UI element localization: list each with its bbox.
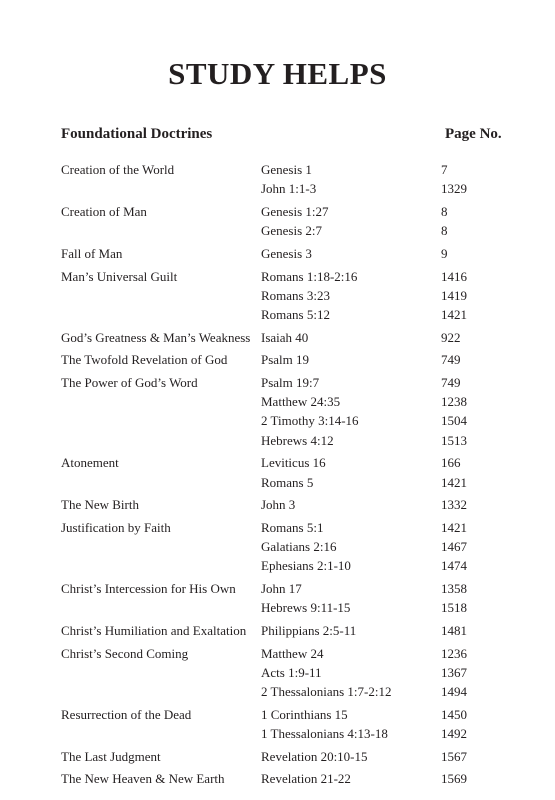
reference-row	[261, 328, 501, 347]
doctrine-topic: God’s Greatness & Man’s Weakness	[61, 329, 251, 345]
reference-list	[261, 328, 501, 347]
reference-row	[261, 373, 501, 392]
scripture-reference: Genesis 1	[261, 162, 312, 177]
section-header: Foundational Doctrines	[61, 126, 213, 142]
doctrine-topic: The New Birth	[61, 497, 139, 513]
scripture-reference: 2 Thessalonians 1:7-2:12	[261, 684, 392, 700]
scripture-reference: 1 Corinthians 15	[261, 706, 348, 722]
doctrine-row	[61, 453, 501, 491]
page-number: 1421	[441, 519, 467, 535]
reference-list	[261, 160, 501, 198]
page-number: 1467	[441, 539, 467, 555]
reference-row	[261, 244, 501, 263]
page-number: 1416	[441, 268, 467, 284]
reference-row	[261, 663, 501, 682]
doctrine-topic: Fall of Man	[61, 245, 123, 261]
reference-row	[261, 286, 501, 305]
page-number: 1569	[441, 771, 467, 787]
scripture-reference: Romans 5	[261, 474, 314, 490]
reference-list	[261, 267, 501, 325]
reference-row	[261, 202, 501, 221]
reference-row	[261, 705, 501, 724]
reference-row	[261, 305, 501, 324]
reference-list	[261, 705, 501, 743]
doctrine-topic: Creation of the World	[61, 162, 175, 177]
scripture-reference: Ephesians 2:1-10	[261, 558, 351, 574]
scripture-reference: John 1:1-3	[261, 181, 317, 197]
scripture-reference: Romans 5:1	[261, 519, 324, 535]
scripture-reference: Philippians 2:5-11	[261, 622, 357, 638]
page-title: STUDY HELPS	[168, 56, 387, 91]
reference-list	[261, 202, 501, 240]
doctrine-row	[61, 373, 501, 450]
reference-row	[261, 644, 501, 663]
page-number: 1421	[441, 474, 467, 490]
reference-row	[261, 431, 501, 450]
page-number: 1567	[441, 748, 467, 764]
reference-list	[261, 769, 501, 788]
doctrine-list	[61, 160, 501, 792]
reference-row	[261, 495, 501, 514]
reference-row	[261, 179, 501, 198]
reference-list	[261, 579, 501, 617]
scripture-reference: Matthew 24:35	[261, 394, 341, 410]
page-number: 1518	[441, 600, 467, 616]
reference-list	[261, 244, 501, 263]
reference-list	[261, 518, 501, 576]
reference-row	[261, 518, 501, 537]
doctrine-topic: Creation of Man	[61, 203, 147, 219]
reference-row	[261, 392, 501, 411]
doctrine-topic: Christ’s Humiliation and Exaltation	[61, 622, 247, 638]
doctrine-topic: Atonement	[61, 455, 119, 471]
scripture-reference: Revelation 21-22	[261, 771, 351, 787]
doctrine-row	[61, 518, 501, 576]
doctrine-topic: Resurrection of the Dead	[61, 706, 192, 722]
reference-row	[261, 747, 501, 766]
page-number: 8	[441, 203, 448, 219]
doctrine-topic: Christ’s Intercession for His Own	[61, 581, 236, 597]
reference-row	[261, 453, 501, 472]
doctrine-row	[61, 621, 501, 640]
scripture-reference: Galatians 2:16	[261, 539, 337, 555]
scripture-reference: Genesis 2:7	[261, 223, 323, 239]
page-number: 1236	[441, 645, 467, 661]
doctrine-row	[61, 705, 501, 743]
doctrine-topic: The Power of God’s Word	[61, 375, 198, 391]
scripture-reference: 1 Thessalonians 4:13-18	[261, 725, 388, 741]
doctrine-row	[61, 495, 501, 514]
reference-row	[261, 473, 501, 492]
page-number-header: Page No.	[445, 126, 502, 142]
doctrine-row	[61, 579, 501, 617]
doctrine-row	[61, 769, 501, 788]
scripture-reference: 2 Timothy 3:14-16	[261, 413, 359, 429]
scripture-reference: Matthew 24	[261, 645, 324, 661]
reference-row	[261, 556, 501, 575]
scripture-reference: Acts 1:9-11	[261, 664, 322, 680]
reference-row	[261, 621, 501, 640]
page-number: 1481	[441, 622, 467, 638]
page-number: 166	[441, 455, 461, 471]
doctrine-topic: The Last Judgment	[61, 748, 161, 764]
scripture-reference: Romans 5:12	[261, 306, 330, 322]
scripture-reference: John 17	[261, 581, 302, 597]
page-number: 1332	[441, 497, 467, 513]
scripture-reference: Hebrews 4:12	[261, 432, 334, 448]
reference-list	[261, 373, 501, 450]
doctrine-row	[61, 747, 501, 766]
doctrine-row	[61, 644, 501, 702]
reference-list	[261, 495, 501, 514]
scripture-reference: Hebrews 9:11-15	[261, 600, 351, 616]
page-number: 1494	[441, 684, 467, 700]
reference-row	[261, 724, 501, 743]
reference-row	[261, 267, 501, 286]
reference-row	[261, 769, 501, 788]
page-number: 7	[441, 162, 448, 177]
reference-list	[261, 747, 501, 766]
doctrine-row	[61, 202, 501, 240]
scripture-reference: Genesis 1:27	[261, 203, 329, 219]
scripture-reference: Psalm 19:7	[261, 375, 320, 391]
reference-list	[261, 453, 501, 491]
reference-row	[261, 682, 501, 701]
reference-row	[261, 411, 501, 430]
page-number: 1492	[441, 725, 467, 741]
scripture-reference: Isaiah 40	[261, 329, 309, 345]
scripture-reference: Romans 3:23	[261, 287, 330, 303]
doctrine-topic: The New Heaven & New Earth	[61, 771, 225, 787]
page-number: 1238	[441, 394, 467, 410]
doctrine-topic: The Twofold Revelation of God	[61, 352, 228, 368]
scripture-reference: Romans 1:18-2:16	[261, 268, 358, 284]
reference-list	[261, 621, 501, 640]
scripture-reference: John 3	[261, 497, 296, 513]
reference-list	[261, 644, 501, 702]
page-number: 749	[441, 375, 461, 391]
page-number: 1358	[441, 581, 467, 597]
reference-list	[261, 350, 501, 369]
page-number: 1450	[441, 706, 467, 722]
doctrine-row	[61, 350, 501, 369]
reference-row	[261, 160, 501, 179]
doctrine-topic: Justification by Faith	[61, 519, 171, 535]
reference-row	[261, 579, 501, 598]
doctrine-topic: Man’s Universal Guilt	[61, 268, 178, 284]
scripture-reference: Genesis 3	[261, 245, 312, 261]
reference-row	[261, 537, 501, 556]
page-number: 1419	[441, 287, 467, 303]
reference-row	[261, 221, 501, 240]
page-number: 1513	[441, 432, 467, 448]
scripture-reference: Psalm 19	[261, 352, 310, 368]
doctrine-row	[61, 160, 501, 198]
page-number: 1367	[441, 664, 467, 680]
reference-row	[261, 350, 501, 369]
page-number: 1474	[441, 558, 467, 574]
scripture-reference: Revelation 20:10-15	[261, 748, 368, 764]
scripture-reference: Leviticus 16	[261, 455, 326, 471]
page-number: 1329	[441, 181, 467, 197]
doctrine-row	[61, 244, 501, 263]
page-number: 749	[441, 352, 461, 368]
page-number: 1421	[441, 306, 467, 322]
page-number: 922	[441, 329, 461, 345]
page-number: 9	[441, 245, 448, 261]
doctrine-row	[61, 267, 501, 325]
doctrine-topic: Christ’s Second Coming	[61, 645, 189, 661]
reference-row	[261, 598, 501, 617]
page-number: 8	[441, 223, 448, 239]
page-number: 1504	[441, 413, 467, 429]
doctrine-row	[61, 328, 501, 347]
